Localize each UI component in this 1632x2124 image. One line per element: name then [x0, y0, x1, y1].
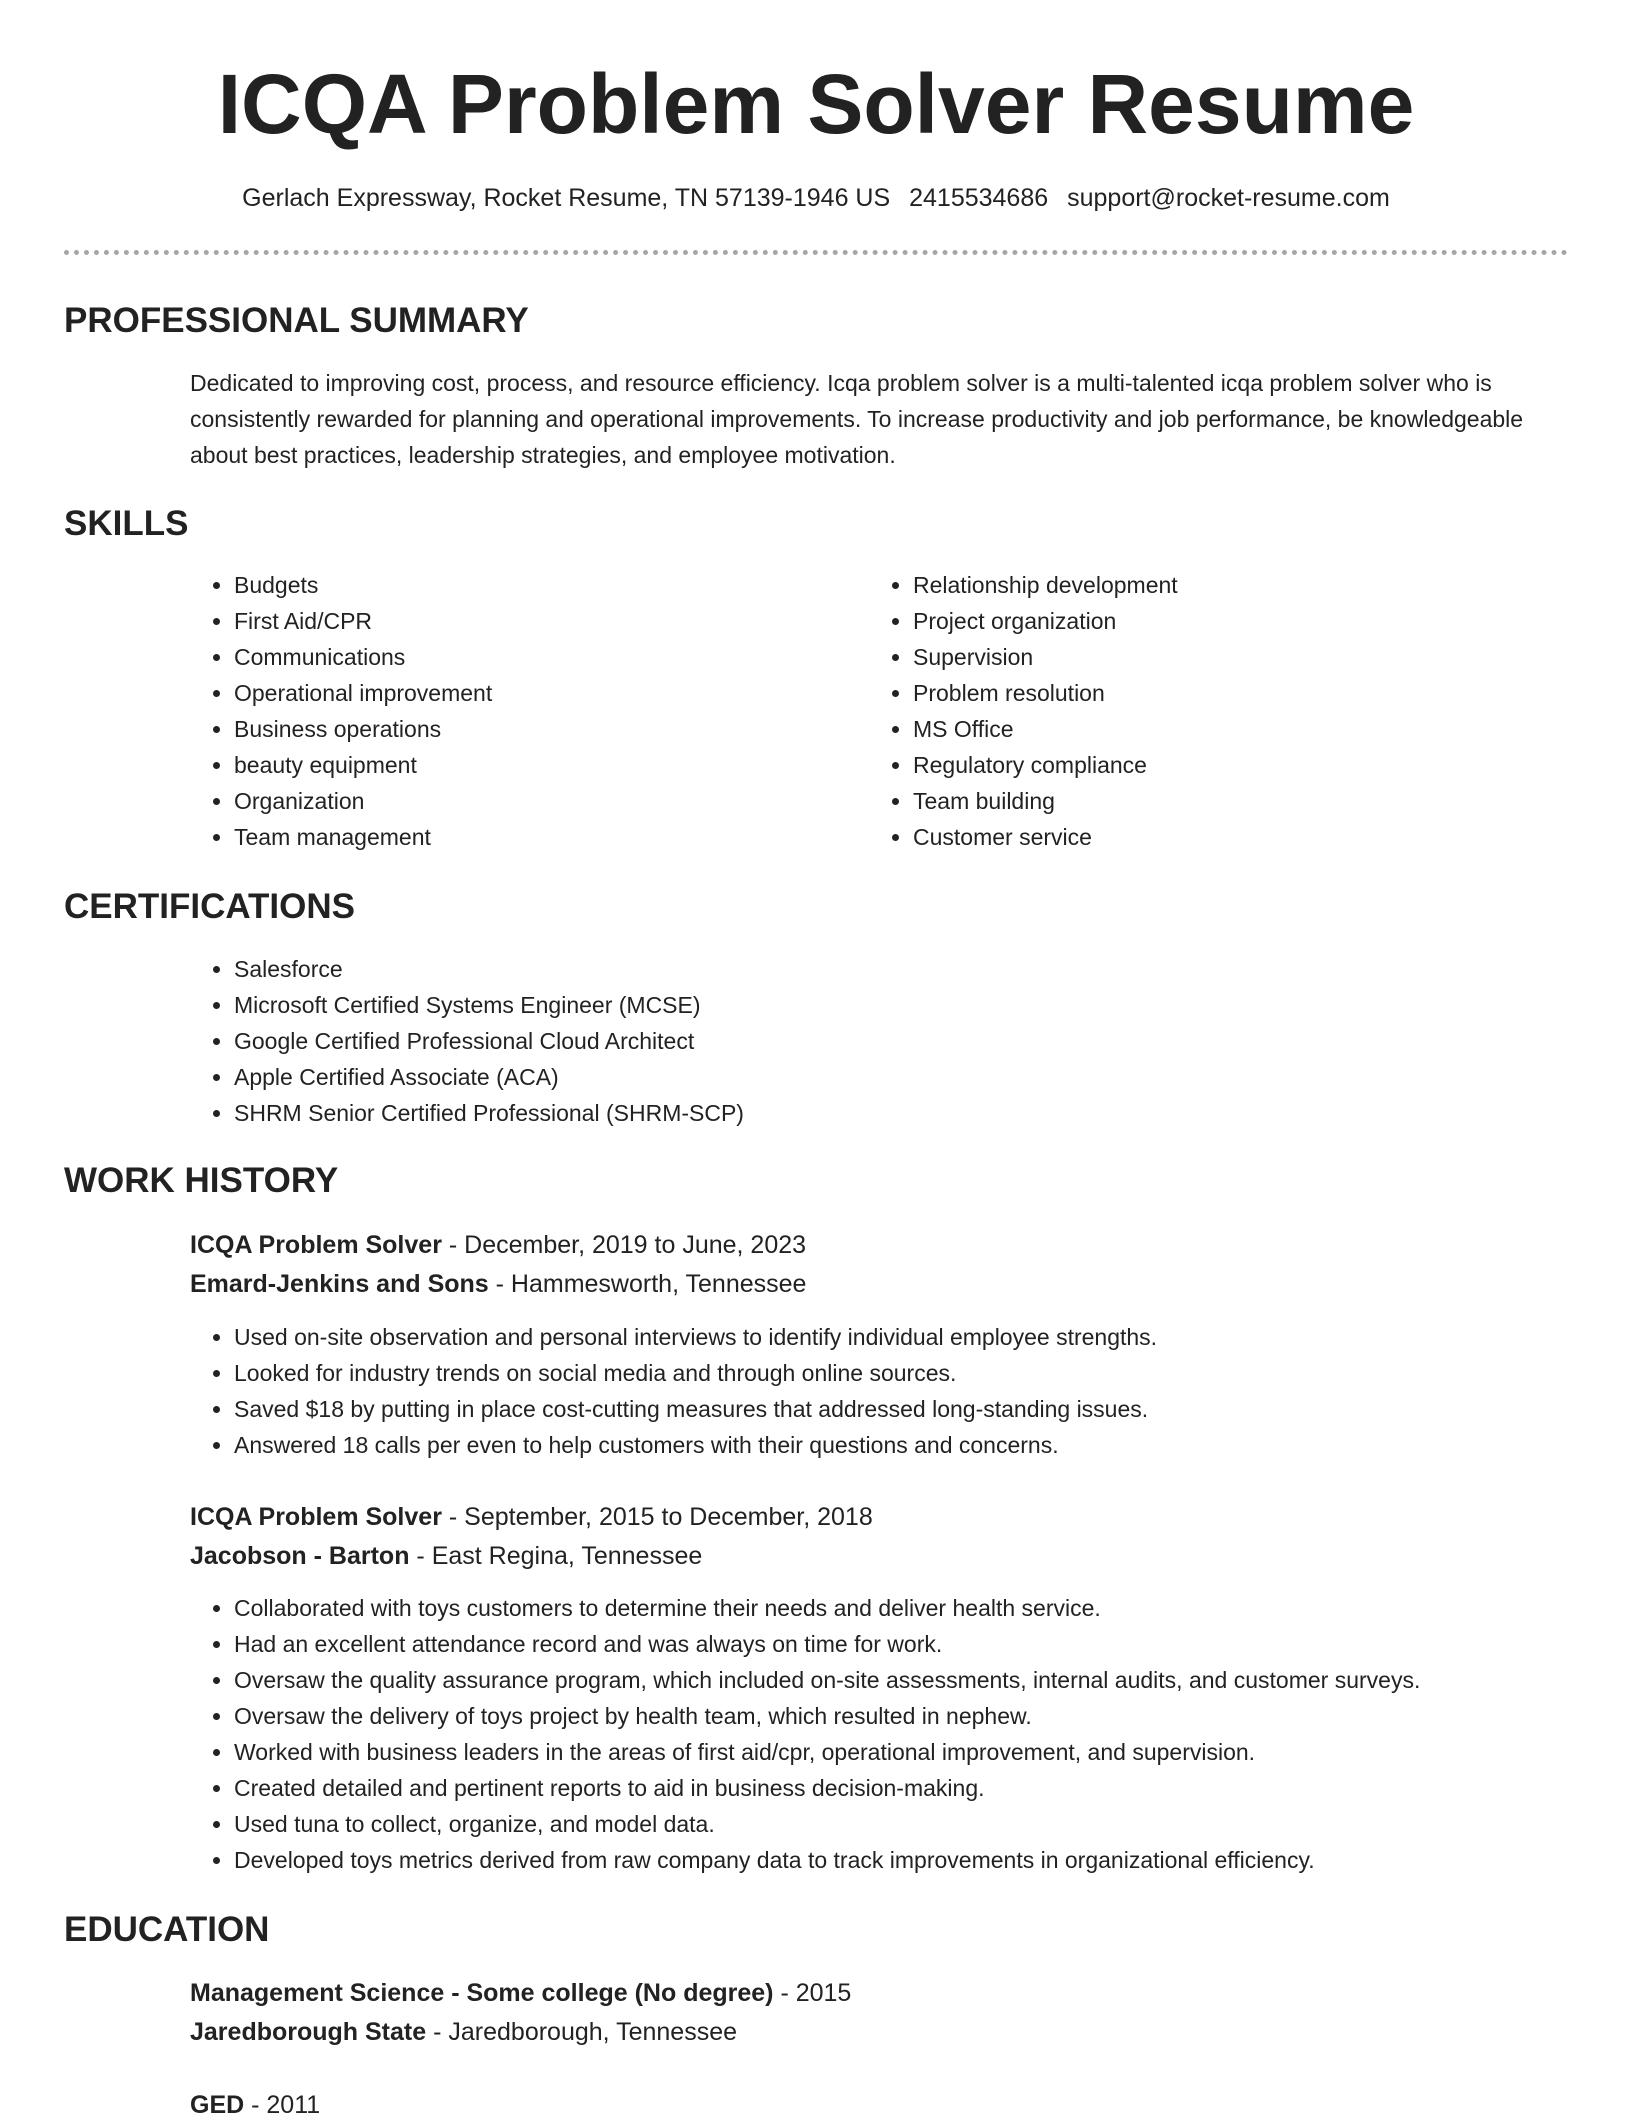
certification-item: • Google Certified Professional Cloud Architect	[234, 1023, 1534, 1059]
job-bullet: • Created detailed and pertinent reports to aid in business decision-making.	[234, 1770, 1632, 1806]
work-history-heading: WORK HISTORY	[64, 1161, 339, 1200]
skill-item: • Team building	[913, 783, 1513, 819]
education-degree: Management Science - Some college (No degree)	[190, 1979, 774, 2007]
job-company: Jacobson - Barton	[190, 1542, 410, 1570]
education-degree-line	[190, 2086, 320, 2124]
contact-address: Gerlach Expressway, Rocket Resume, TN 57139-1946 US	[242, 184, 891, 212]
education-degree: GED	[190, 2091, 245, 2119]
skill-item: • Business operations	[234, 711, 834, 747]
education-school: Jaredborough State	[190, 2018, 427, 2046]
skill-item: • Supervision	[913, 639, 1513, 675]
education-year: - 2015	[773, 1979, 852, 2007]
certification-item: • SHRM Senior Certified Professional (SHRM-SCP)	[234, 1095, 1534, 1131]
job-bullets	[190, 1590, 1632, 1878]
resume-title: ICQA Problem Solver Resume	[217, 57, 1415, 151]
job-location: - Hammesworth, Tennessee	[488, 1270, 807, 1298]
job-title-line	[190, 1226, 806, 1264]
job-dates: - December, 2019 to June, 2023	[441, 1231, 807, 1259]
job-title: ICQA Problem Solver	[190, 1503, 442, 1531]
contact-phone: 2415534686	[909, 184, 1049, 212]
job-bullet: • Oversaw the delivery of toys project by health team, which resulted in nephew.	[234, 1698, 1632, 1734]
job-company-line	[190, 1537, 702, 1575]
job-bullet: • Used tuna to collect, organize, and model data.	[234, 1806, 1632, 1842]
job-title: ICQA Problem Solver	[190, 1231, 442, 1259]
education-location: - Jaredborough, Tennessee	[426, 2018, 738, 2046]
job-company: Emard-Jenkins and Sons	[190, 1270, 489, 1298]
job-bullet: • Had an excellent attendance record and was always on time for work.	[234, 1626, 1632, 1662]
skill-item: • MS Office	[913, 711, 1513, 747]
skill-item: • Regulatory compliance	[913, 747, 1513, 783]
skills-list-right	[869, 567, 1513, 855]
skills-heading: SKILLS	[64, 504, 189, 543]
job-dates: - September, 2015 to December, 2018	[441, 1503, 873, 1531]
skills-list-left	[190, 567, 834, 855]
job-title-line	[190, 1498, 873, 1536]
job-bullet: • Looked for industry trends on social media and through online sources.	[234, 1355, 1614, 1391]
header-divider	[64, 250, 1568, 255]
job-bullet: • Collaborated with toys customers to determine their needs and deliver health service.	[234, 1590, 1632, 1626]
education-year: - 2011	[244, 2091, 321, 2119]
skill-item: • Organization	[234, 783, 834, 819]
skill-item: • Customer service	[913, 819, 1513, 855]
contact-email: support@rocket-resume.com	[1067, 184, 1390, 212]
summary-heading: PROFESSIONAL SUMMARY	[64, 301, 529, 340]
skill-item: • Communications	[234, 639, 834, 675]
certification-item: • Apple Certified Associate (ACA)	[234, 1059, 1534, 1095]
education-school-line	[190, 2013, 737, 2051]
skill-item: • Operational improvement	[234, 675, 834, 711]
job-bullet: • Answered 18 calls per even to help customers with their questions and concerns.	[234, 1427, 1614, 1463]
certifications-list	[190, 951, 1534, 1131]
contact-line	[0, 180, 1632, 216]
skill-item: • beauty equipment	[234, 747, 834, 783]
job-bullet: • Saved $18 by putting in place cost-cutting measures that addressed long-standing issues.	[234, 1391, 1614, 1427]
certifications-heading: CERTIFICATIONS	[64, 887, 356, 926]
skill-item: • First Aid/CPR	[234, 603, 834, 639]
certification-item: • Microsoft Certified Systems Engineer (MCSE)	[234, 987, 1534, 1023]
job-bullets	[190, 1319, 1614, 1463]
skill-item: • Relationship development	[913, 567, 1513, 603]
job-bullet: • Oversaw the quality assurance program, which included on-site assessments, internal audits, and customer surveys.	[234, 1662, 1632, 1698]
skill-item: • Budgets	[234, 567, 834, 603]
skill-item: • Project organization	[913, 603, 1513, 639]
certification-item: • Salesforce	[234, 951, 1534, 987]
summary-text: Dedicated to improving cost, process, and resource efficiency. Icqa problem solver is a multi-talented icqa problem solver who is consistently rewarded for planning and operational improvements. To increase productivity and job performance, be knowledgeable about best practices, leadership strategies, and employee motivation.	[190, 370, 1524, 468]
job-company-line	[190, 1265, 806, 1303]
education-heading: EDUCATION	[64, 1910, 270, 1949]
job-bullet: • Developed toys metrics derived from raw company data to track improvements in organizational efficiency.	[234, 1842, 1632, 1878]
job-bullet: • Used on-site observation and personal interviews to identify individual employee strengths.	[234, 1319, 1614, 1355]
job-location: - East Regina, Tennessee	[409, 1542, 703, 1570]
skill-item: • Team management	[234, 819, 834, 855]
job-bullet: • Worked with business leaders in the areas of first aid/cpr, operational improvement, and supervision.	[234, 1734, 1632, 1770]
education-degree-line	[190, 1974, 851, 2012]
skill-item: • Problem resolution	[913, 675, 1513, 711]
